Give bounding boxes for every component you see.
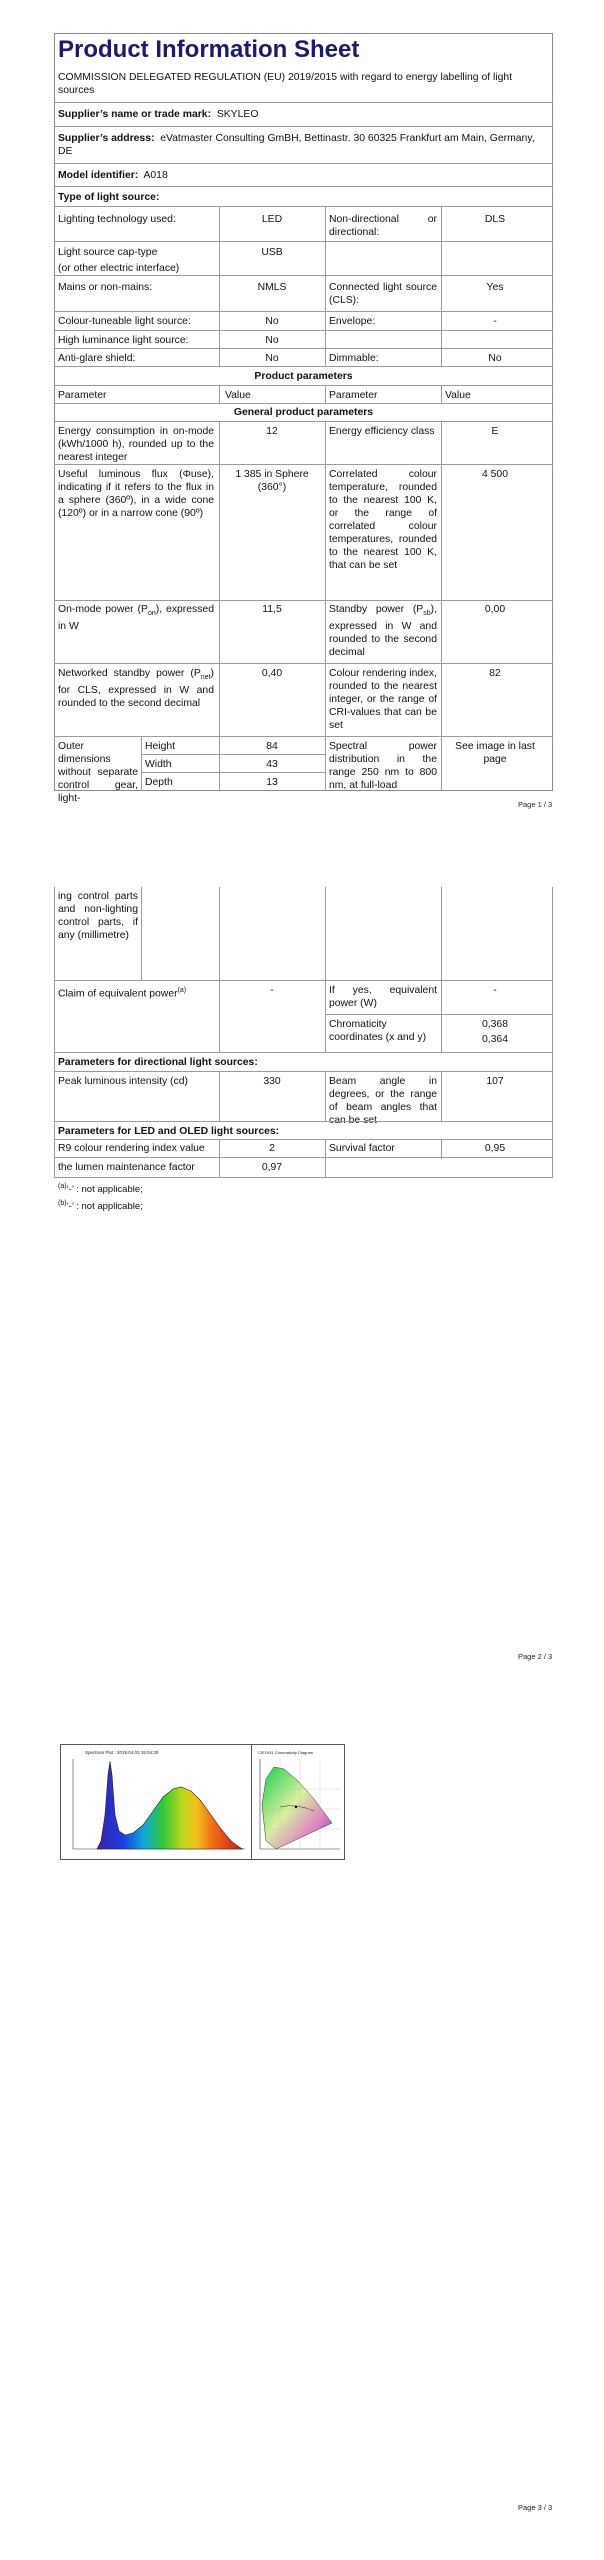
networked-standby-value: 0,40 (261, 668, 283, 679)
survival-value: 0,95 (484, 1143, 506, 1154)
spectrum-plot-image (60, 1744, 252, 1860)
col-header-param-2: Parameter (329, 390, 378, 401)
col-header-value-1: Value (225, 390, 251, 401)
cri-label: Colour rendering index, rounded to the nearest integer, or the range of CRI-values that can be set (329, 668, 438, 731)
page-number-3: Page 3 / 3 (518, 2503, 553, 2512)
col-header-param-1: Parameter (58, 390, 107, 401)
dimmable-value: No (488, 353, 502, 364)
height-value: 84 (266, 741, 278, 752)
cap-type-label-2: (or other electric interface) (58, 263, 180, 274)
peak-intensity-value: 330 (263, 1076, 281, 1087)
envelope-label: Envelope: (329, 316, 376, 327)
energy-class-value: E (491, 426, 499, 437)
energy-class-label: Energy efficiency class (329, 426, 435, 437)
page-number-1: Page 1 / 3 (518, 800, 553, 809)
led-header: Parameters for LED and OLED light sources: (58, 1126, 280, 1137)
cap-type-label: Light source cap-type (58, 247, 158, 258)
general-parameters-header: General product parameters (233, 407, 374, 418)
anti-glare-value: No (265, 353, 279, 364)
equivalent-power-w-label: If yes, equivalent power (W) (329, 985, 437, 1009)
standby-power-value: 0,00 (484, 604, 506, 615)
standby-power-label: Standby power $(P_{sb})$, expressed in W and rounded to the second decimal (329, 604, 437, 659)
cap-type-value: USB (261, 247, 283, 258)
cls-label: Connected light source (CLS): (329, 282, 437, 306)
lighting-technology-label: Lighting technology used: (58, 214, 176, 225)
footnote-a: $^{(a)}$‘-’ : not applicable; (58, 1183, 143, 1196)
r9-label: R9 colour rendering index value (58, 1143, 205, 1154)
envelope-value: - (493, 316, 497, 327)
spectral-value: See image in last page (455, 741, 535, 765)
outer-dimensions-label-part1: Outer dimensions without separate control gear, light- (58, 741, 138, 804)
regulation-text: COMMISSION DELEGATED REGULATION (EU) 2019/2015 with regard to energy labelling of light sources (58, 72, 513, 96)
r9-value: 2 (269, 1143, 275, 1154)
footnote-b: $^{(b)}$‘-’ : not applicable; (58, 1200, 143, 1213)
equivalent-power-label: Claim of equivalent power$^{(a)}$ (58, 987, 187, 1000)
colour-tuneable-value: No (265, 316, 279, 327)
directional-header: Parameters for directional light sources: (58, 1057, 258, 1068)
luminous-flux-label: Useful luminous flux (Φuse), indicating if it refers to the flux in a sphere (360º), in a wide cone (120º) or in a narrow cone (90º) (58, 469, 214, 519)
width-label: Width (145, 759, 172, 770)
col-header-value-2: Value (445, 390, 471, 401)
networked-standby-label: Networked standby power $(P_{net})$ for CLS, expressed in W and rounded to the second decimal (58, 668, 214, 710)
supplier-address: Supplier’s address: eVatmaster Consulting GmBH, Bettinastr. 30 60325 Frankfurt am Main, Germany, DE (58, 133, 535, 157)
supplier-name: Supplier’s name or trade mark: SKYLEO (58, 109, 259, 120)
chromaticity-x-value: 0,368 (481, 1019, 508, 1030)
energy-consumption-label: Energy consumption in on-mode (kWh/1000 h), rounded up to the nearest integer (58, 426, 214, 463)
on-mode-power-label: On-mode power $(P_{on})$, expressed in W (58, 604, 214, 633)
equivalent-power-w-value: - (493, 985, 497, 996)
depth-label: Depth (145, 777, 173, 788)
directional-value: DLS (484, 214, 506, 225)
outer-dimensions-label-part2: ing control parts and non-lighting control parts, if any (millimetre) (58, 891, 138, 941)
luminous-flux-value: 1 385 in Sphere (360°) (235, 469, 309, 493)
high-luminance-value: No (265, 335, 279, 346)
model-identifier: Model identifier: A018 (58, 170, 168, 181)
energy-consumption-value: 12 (266, 426, 278, 437)
cct-value: 4 500 (481, 469, 508, 480)
type-header: Type of light source: (58, 192, 160, 203)
height-label: Height (145, 741, 176, 752)
cls-value: Yes (486, 282, 504, 293)
depth-value: 13 (266, 777, 278, 788)
mains-label: Mains or non-mains: (58, 282, 153, 293)
lumen-maintenance-label: the lumen maintenance factor (58, 1162, 195, 1173)
cie-diagram-svg (252, 1745, 344, 1859)
beam-angle-label: Beam angle in degrees, or the range of beam angles that can be set (329, 1076, 437, 1126)
cct-label: Correlated colour temperature, rounded to the nearest 100 K, or the range of correlated colour temperatures, rounded to the nearest 100 K, that can be set (329, 469, 437, 571)
spectral-label: Spectral power distribution in the range 250 nm to 800 nm, at full-load (329, 741, 437, 791)
page-title: Product Information Sheet (58, 36, 360, 63)
anti-glare-label: Anti-glare shield: (58, 353, 136, 364)
lighting-technology-value: LED (261, 214, 283, 225)
spectrum-title: Spectrum Plot : 2019.04.03 15:04:30 (85, 1750, 159, 1755)
beam-angle-value: 107 (486, 1076, 504, 1087)
high-luminance-label: High luminance light source: (58, 335, 189, 346)
equivalent-power-value: - (270, 985, 274, 996)
on-mode-power-value: 11,5 (262, 604, 282, 615)
spectrum-plot-svg (61, 1745, 251, 1859)
lumen-maintenance-value: 0,97 (261, 1162, 283, 1173)
chromaticity-y-value: 0,364 (481, 1034, 508, 1045)
page-number-2: Page 2 / 3 (518, 1652, 553, 1661)
directional-label: Non-directional or directional: (329, 214, 437, 238)
cri-value: 82 (489, 668, 501, 679)
width-value: 43 (266, 759, 278, 770)
cie-title: CIE1931 Chromaticity Diagram (258, 1750, 314, 1755)
chromaticity-label: Chromaticity coordinates (x and y) (329, 1019, 427, 1043)
survival-label: Survival factor (329, 1143, 395, 1154)
dimmable-label: Dimmable: (329, 353, 379, 364)
mains-value: NMLS (257, 282, 287, 293)
peak-intensity-label: Peak luminous intensity (cd) (58, 1076, 188, 1087)
colour-tuneable-label: Colour-tuneable light source: (58, 316, 191, 327)
cie-diagram-image (251, 1744, 345, 1860)
product-parameters-header: Product parameters (254, 371, 353, 382)
